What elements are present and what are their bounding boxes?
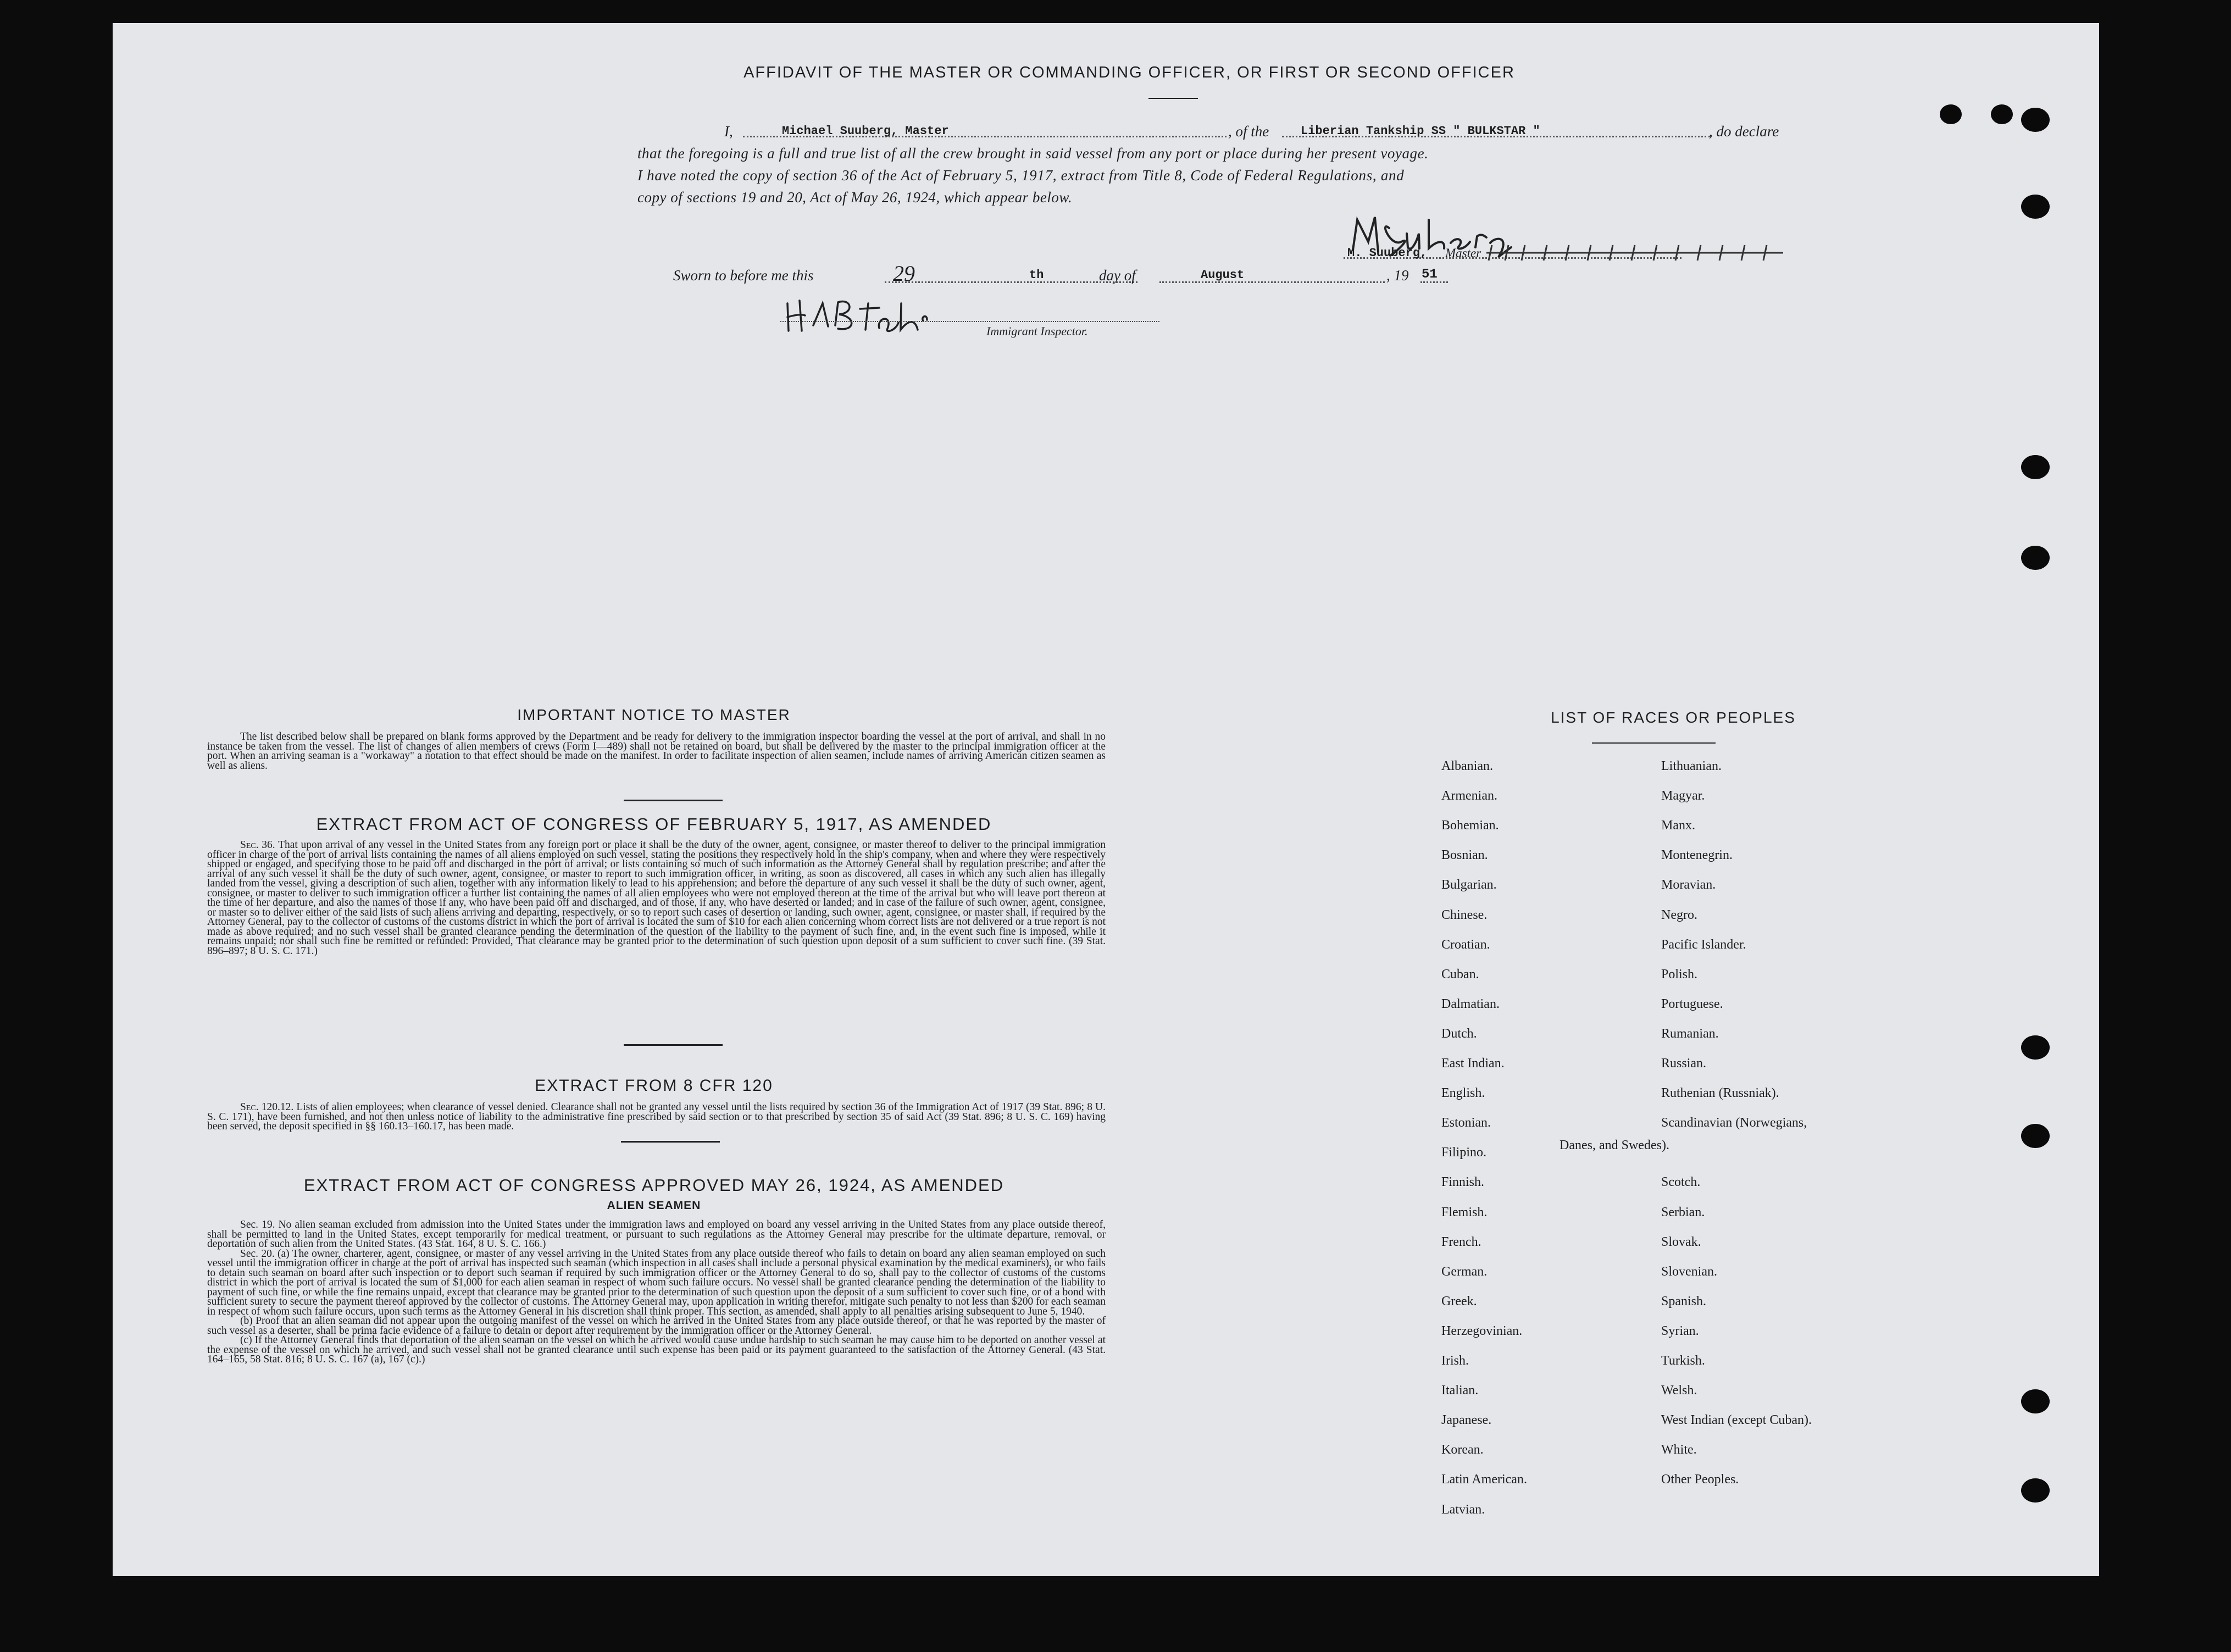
race-item: Bohemian.: [1441, 818, 1499, 833]
race-item: Dutch.: [1441, 1026, 1477, 1041]
race-item: Bosnian.: [1441, 848, 1488, 863]
race-item: Filipino.: [1441, 1145, 1487, 1160]
race-item: Irish.: [1441, 1354, 1469, 1368]
inspector-label: Immigrant Inspector.: [986, 324, 1088, 338]
punch-hole: [2021, 1389, 2050, 1413]
master-name-typed: Michael Suuberg, Master: [782, 124, 949, 138]
notice-title: IMPORTANT NOTICE TO MASTER: [517, 706, 791, 723]
race-item: Italian.: [1441, 1383, 1479, 1398]
sworn-day: 29: [893, 261, 915, 286]
race-item: Latvian.: [1441, 1502, 1485, 1517]
struck-through-titles: [1486, 243, 1783, 263]
race-item: Croatian.: [1441, 937, 1490, 952]
race-item: Cuban.: [1441, 967, 1479, 982]
race-item: Magyar.: [1661, 789, 1705, 803]
extract-1917-body: That upon arrival of any vessel in the United States from any foreign port or place it shall be the duty of the owner, agent, consignee, or master thereof to deliver to the principal immigration officer in charge of the port of arrival lists containing the names of all aliens employed on such vessel, stating the positions they respectively hold in the ship's company, when and where they were respectively shipped or engaged, and specifying those to be paid off and discharged in the port of arrival; or lists containing so much of such information as the Attorney General shall by regulation prescribe; and after the arrival of any such vessel it shall be the duty of such owner, agent, consignee, or master to report to such immigration officer, in writing, as soon as discovered, all cases in which any such alien has illegally landed from the vessel, giving a description of such alien, together with any information likely to lead to his apprehension; and before the departure of any such vessel it shall be the duty of such owner, agent, consignee, or master to deliver to such immigration officer a further list containing the names of all alien employees who were not employed thereon at the time of the arrival but who will leave port thereon at the time of her departure, and also the names of those if any, who have been paid off and discharged, and of those, if any, who have deserted or landed; and in case of the failure of such owner, agent, consignee, or master so to deliver either of the said lists of such aliens arriving and departing, respectively, or so to report such cases of desertion or landing, such owner, agent, consignee, or master shall, if required by the Attorney General, pay to the collector of customs of the customs district in which the port of arrival is located the sum of $10 for each alien concerning whom correct lists are not delivered or a true report is not made as above required; and no such vessel shall be granted clearance pending the determination of the question of the liability to the payment of such fine, and, in the event such fine is imposed, while it remains unpaid; nor shall such fine be remitted or refunded: Provided, That clearance may be granted prior to the determination of such question upon deposit of a sum sufficient to cover such fine. (39 Stat. 896–897; 8 U. S. C. 171.): [207, 839, 1106, 957]
punch-hole: [2021, 1124, 2050, 1148]
race-item: Armenian.: [1441, 789, 1497, 803]
race-item: Slovak.: [1661, 1234, 1701, 1249]
affidavit-line-3: I have noted the copy of section 36 of the Act of February 5, 1917, extract from Title 8, Code of Federal Regulations, and: [637, 167, 1405, 184]
races-title: LIST OF RACES OR PEOPLES: [1551, 709, 1796, 726]
notice-body: The list described below shall be prepared on blank forms approved by the Department and be ready for delivery to the immigration inspector boarding the vessel at the port of arrival, and shall in no instance be taken from the vessel. The list of changes of alien members of crews (Form I—489) shall not be retained on board, but shall be delivered by the master to the principal immigration officer at the port. When an arriving seaman is a "workaway" a notation to that effect should be made on the manifest. In order to facilitate inspection of alien seamen, include names of arriving American citizen seamen as well as aliens.: [207, 731, 1106, 772]
punch-hole-partial: [1991, 104, 2013, 124]
extract-cfr-text: [207, 1102, 1106, 1132]
divider-1: [624, 800, 723, 801]
race-item: Scandinavian (Norwegians,: [1661, 1116, 1807, 1130]
day-of-label: day of: [1099, 267, 1136, 284]
race-item: Flemish.: [1441, 1205, 1488, 1219]
do-declare-label: , do declare: [1709, 123, 1779, 140]
divider-3: [621, 1141, 720, 1143]
extract-cfr-sec: Sec. 120.12.: [240, 1101, 294, 1113]
sec-19-text: Sec. 19. No alien seaman excluded from admission into the United States under the immigration laws and employed on board any vessel arriving in the United States from any place outside thereof, shall be permitted to land in the United States, except temporarily for medical treatment, or pursuant to such regulations as the Attorney General may prescribe for the ultimate departure, removal, or deportation of such alien from the United States. (43 Stat. 164, 8 U. S. C. 166.): [207, 1219, 1106, 1250]
race-item: Serbian.: [1661, 1205, 1705, 1219]
race-item: Ruthenian (Russniak).: [1661, 1086, 1779, 1101]
race-item: Pacific Islander.: [1661, 937, 1746, 952]
race-item: Scotch.: [1661, 1175, 1701, 1190]
race-item: Chinese.: [1441, 907, 1488, 922]
affidavit-title: AFFIDAVIT OF THE MASTER OR COMMANDING OFFICER, OR FIRST OR SECOND OFFICER: [743, 64, 1515, 81]
punch-hole-partial: [1940, 104, 1962, 124]
inspector-line: [780, 321, 1159, 322]
race-item: Negro.: [1661, 907, 1697, 922]
alien-seamen-subtitle: ALIEN SEAMEN: [607, 1199, 701, 1212]
vessel-typed: Liberian Tankship SS " BULKSTAR ": [1301, 124, 1540, 138]
race-item: German.: [1441, 1264, 1488, 1279]
punch-hole: [2021, 1035, 2050, 1060]
race-item: Other Peoples.: [1661, 1472, 1739, 1487]
punch-hole: [2021, 108, 2050, 132]
sworn-label: Sworn to before me this: [673, 267, 814, 284]
race-item: Spanish.: [1661, 1294, 1707, 1309]
race-item: Bulgarian.: [1441, 878, 1497, 892]
extract-1917-title: EXTRACT FROM ACT OF CONGRESS OF FEBRUARY 5, 1917, AS AMENDED: [316, 814, 992, 834]
document-page: [113, 23, 2099, 1576]
notice-text: [207, 732, 1106, 770]
punch-hole: [2021, 195, 2050, 219]
race-item: White.: [1661, 1443, 1697, 1457]
race-item: Montenegrin.: [1661, 848, 1733, 863]
year-prefix-label: , 19: [1386, 267, 1409, 284]
race-item: Korean.: [1441, 1443, 1484, 1457]
race-item: Polish.: [1661, 967, 1698, 982]
punch-hole: [2021, 546, 2050, 570]
race-item: East Indian.: [1441, 1056, 1505, 1071]
sec-20b-text: (b) Proof that an alien seaman did not appear upon the outgoing manifest of the vessel on which he arrived in the United States from any place outside thereof, or that he was reported by the master of such vessel as a deserter, shall be prima facie evidence of a failure to detain or deport after requirement by the immigration officer or the Attorney General.: [207, 1315, 1106, 1337]
race-item: Syrian.: [1661, 1323, 1699, 1338]
race-item: French.: [1441, 1234, 1481, 1249]
year-line: [1420, 281, 1448, 283]
extract-1924-text: [207, 1220, 1106, 1365]
race-item: Rumanian.: [1661, 1026, 1719, 1041]
race-item: Japanese.: [1441, 1413, 1492, 1428]
race-item: Turkish.: [1661, 1354, 1705, 1368]
divider-2: [624, 1044, 723, 1046]
race-item: Lithuanian.: [1661, 759, 1722, 773]
race-item: Moravian.: [1661, 878, 1716, 892]
of-the-label: , of the: [1228, 123, 1269, 140]
race-item: Herzegovinian.: [1441, 1323, 1523, 1338]
race-item: Russian.: [1661, 1056, 1707, 1071]
extract-1917-sec: Sec. 36.: [240, 839, 275, 851]
inspector-signature: [783, 287, 931, 342]
sec-20a-text: Sec. 20. (a) The owner, charterer, agent, consignee, or master of any vessel arriving in the United States from any place outside thereof who fails to detain on board any alien seaman employed on such vessel until the immigration officer in charge at the port of arrival has inspected such seaman (which inspection in all cases shall include a personal physical examination by the medical examiners), or who fails to detain such seaman on board after such inspection or to deport such seaman if required by such immigration officer or the Attorney General to do so, shall pay to the collector of customs of the customs district in which the port of arrival is located the sum of $1,000 for each alien seaman in respect of whom such failure occurs. No vessel shall be granted clearance pending the determination of the liability to payment of such fine, or while the fine remains unpaid, except that clearance may be granted prior to the determination of such question upon the deposit of a sum sufficient to cover such fine, or of a bond with sufficient surety to secure the payment thereof approved by the collector of customs. The Attorney General may, upon application in writing therefor, mitigate such penalty to not less than $200 for each seaman in respect of whom such failure occurs, upon such terms as the Attorney General in his discretion shall think proper. This section, as amended, shall apply to all penalties arising subsequent to June 5, 1940.: [207, 1248, 1106, 1317]
race-item: West Indian (except Cuban).: [1661, 1413, 1812, 1428]
title-rule: [1148, 98, 1198, 99]
punch-hole: [2021, 1478, 2050, 1503]
race-item: Estonian.: [1441, 1116, 1491, 1130]
extract-cfr-title: EXTRACT FROM 8 CFR 120: [535, 1077, 773, 1095]
race-scandinavian-continuation: Danes, and Swedes).: [1560, 1138, 1669, 1152]
sworn-month: August: [1201, 268, 1245, 282]
typed-signature: M. Suuberg,: [1347, 246, 1428, 260]
sec-20c-text: (c) If the Attorney General finds that deportation of the alien seaman on the vessel on which he arrived would cause undue hardship to such seaman he may cause him to be deported on another vessel at the expense of the vessel on which he arrived, and such vessel shall not be granted clearance until such expense has been paid or its payment guaranteed to the satisfaction of the Attorney General. (43 Stat. 164–165, 58 Stat. 816; 8 U. S. C. 167 (a), 167 (c).): [207, 1334, 1106, 1365]
extract-1917-text: [207, 840, 1106, 956]
race-item: Manx.: [1661, 818, 1695, 833]
master-label: Master: [1445, 246, 1481, 260]
extract-cfr-body: Lists of alien employees; when clearance of vessel denied. Clearance shall not be granted any vessel until the lists required by section 36 of the Immigration Act of 1917 (39 Stat. 896; 8 U. S. C. 171), have been furnished, and not then unless notice of liability to the administrative fine prescribed by said section or to that prescribed by section 35 of said Act (39 Stat. 896; 8 U. S. C. 169) having been served, the deposit specified in §§ 160.13–160.17, has been made.: [207, 1101, 1106, 1132]
month-line: [1159, 281, 1385, 283]
affidavit-line-4: copy of sections 19 and 20, Act of May 26, 1924, which appear below.: [637, 189, 1073, 206]
race-item: Welsh.: [1661, 1383, 1697, 1398]
race-item: English.: [1441, 1086, 1485, 1101]
punch-hole: [2021, 455, 2050, 479]
race-item: Latin American.: [1441, 1472, 1527, 1487]
race-item: Albanian.: [1441, 759, 1493, 773]
extract-1924-title: EXTRACT FROM ACT OF CONGRESS APPROVED MAY 26, 1924, AS AMENDED: [303, 1176, 1004, 1195]
race-item: Finnish.: [1441, 1175, 1485, 1190]
affidavit-i-label: I,: [724, 123, 733, 140]
sworn-year: 51: [1422, 267, 1438, 282]
sworn-th: th: [1029, 268, 1044, 282]
race-item: Portuguese.: [1661, 996, 1723, 1011]
race-item: Greek.: [1441, 1294, 1477, 1309]
race-item: Slovenian.: [1661, 1264, 1717, 1279]
races-title-rule: [1592, 742, 1716, 744]
race-item: Dalmatian.: [1441, 996, 1500, 1011]
affidavit-line-2: that the foregoing is a full and true list of all the crew brought in said vessel from any port or place during her present voyage.: [637, 145, 1429, 162]
